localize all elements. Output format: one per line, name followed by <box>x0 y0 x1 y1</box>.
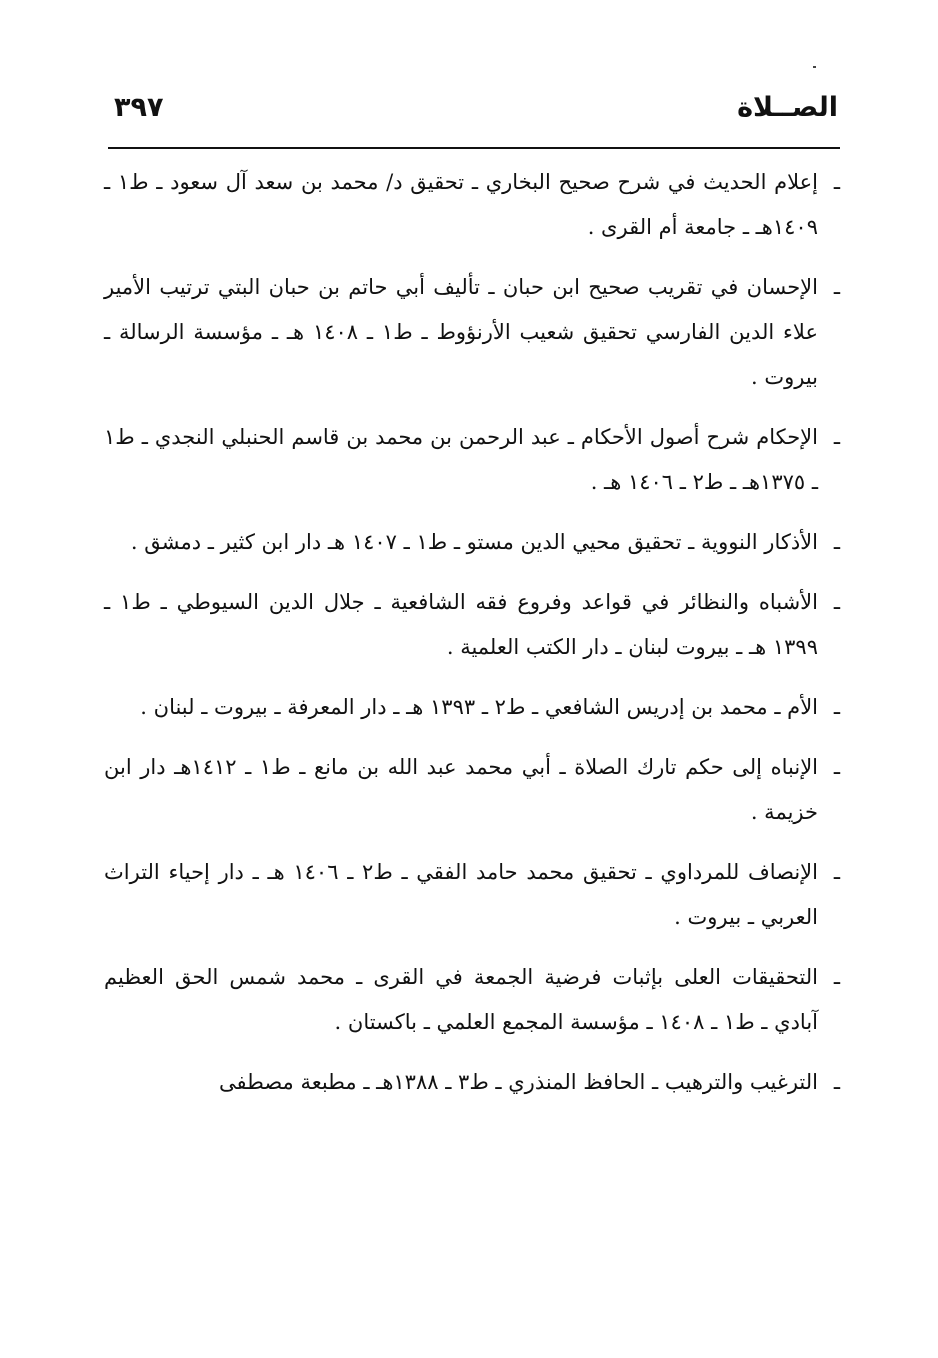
entry-dash: ـ <box>833 755 840 779</box>
entry-text: الأم ـ محمد بن إدريس الشافعي ـ ط٢ ـ ١٣٩٣ هـ ـ دار المعرفة ـ بيروت ـ لبنان . <box>140 695 818 719</box>
entry-dash: ـ <box>833 860 840 884</box>
entry-dash: ـ <box>833 425 840 449</box>
bibliography-entry <box>104 520 840 565</box>
scan-speck <box>813 66 816 68</box>
entry-text: الأذكار النووية ـ تحقيق محيي الدين مستو ـ ط١ ـ ١٤٠٧ هـ دار ابن كثير ـ دمشق . <box>130 530 818 554</box>
header-rule <box>108 147 840 149</box>
bibliography-entry <box>104 955 840 1045</box>
entry-dash: ـ <box>833 590 840 614</box>
entry-text: التحقيقات العلى بإثبات فرضية الجمعة في القرى ـ محمد شمس الحق العظيم آبادي ـ ط١ ـ ١٤٠٨ ـ مؤسسة المجمع العلمي ـ باكستان . <box>104 965 818 1034</box>
entry-dash: ـ <box>833 965 840 989</box>
bibliography-entry <box>104 850 840 940</box>
entry-text: الإحكام شرح أصول الأحكام ـ عبد الرحمن بن محمد بن قاسم الحنبلي النجدي ـ ط١ ـ ١٣٧٥هـ ـ ط٢ ـ ١٤٠٦ هـ . <box>104 425 818 494</box>
bibliography-entry <box>104 580 840 670</box>
entry-dash: ـ <box>833 695 840 719</box>
page-number: ٣٩٧ <box>114 92 164 123</box>
entry-text: إعلام الحديث في شرح صحيح البخاري ـ تحقيق د/ محمد بن سعد آل سعود ـ ط١ ـ ١٤٠٩هـ ـ جامعة أم القرى . <box>104 170 819 239</box>
entry-text: الإنصاف للمرداوي ـ تحقيق محمد حامد الفقي ـ ط٢ ـ ١٤٠٦ هـ ـ دار إحياء التراث العربي ـ بيروت . <box>104 860 818 929</box>
bibliography-list <box>104 160 840 1120</box>
bibliography-entry <box>104 265 840 400</box>
bibliography-entry <box>104 160 840 250</box>
entry-dash: ـ <box>833 275 840 299</box>
bibliography-entry <box>104 745 840 835</box>
entry-dash: ـ <box>833 530 840 554</box>
bibliography-entry <box>104 1060 840 1105</box>
entry-text: الأشباه والنظائر في قواعد وفروع فقه الشافعية ـ جلال الدين السيوطي ـ ط١ ـ ١٣٩٩ هـ ـ بيروت لبنان ـ دار الكتب العلمية . <box>104 590 818 659</box>
entry-text: الإحسان في تقريب صحيح ابن حبان ـ تأليف أبي حاتم بن حبان البتي ترتيب الأمير علاء الدين الفارسي تحقيق شعيب الأرنؤوط ـ ط١ ـ ١٤٠٨ هـ ـ مؤسسة الرسالة ـ بيروت . <box>104 275 818 389</box>
entry-dash: ـ <box>833 170 840 194</box>
entry-text: الإنباه إلى حكم تارك الصلاة ـ أبي محمد عبد الله بن مانع ـ ط١ ـ ١٤١٢هـ دار ابن خزيمة . <box>104 755 819 824</box>
running-header <box>108 88 838 136</box>
entry-dash: ـ <box>833 1070 840 1094</box>
chapter-title: الصــلاة <box>737 92 838 123</box>
bibliography-entry <box>104 415 840 505</box>
bibliography-entry <box>104 685 840 730</box>
entry-text: الترغيب والترهيب ـ الحافظ المنذري ـ ط٣ ـ ١٣٨٨هـ ـ مطبعة مصطفى <box>218 1070 818 1094</box>
